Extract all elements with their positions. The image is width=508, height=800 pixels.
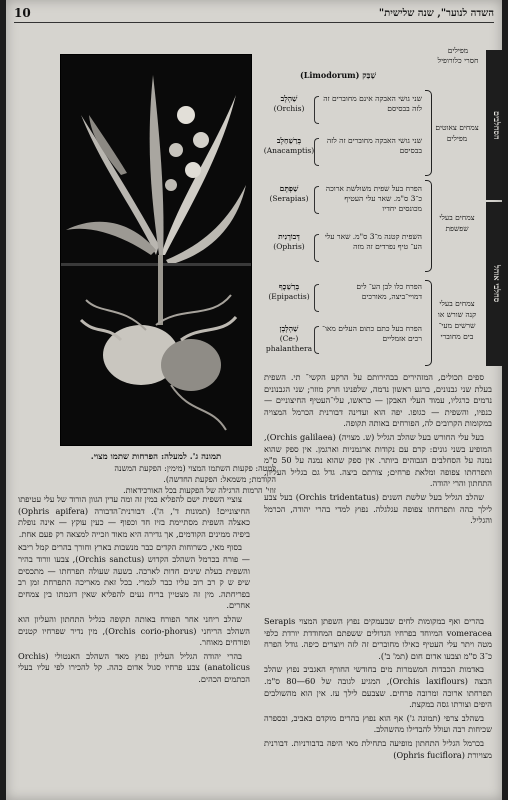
- genus-row: [258, 322, 422, 362]
- genus-latin: (Serapias): [269, 194, 309, 203]
- classification-table: [254, 30, 502, 366]
- group-label: צמחים צאוטים מפילים: [435, 123, 479, 143]
- genus-description: השפית קטנה מ־3 ס"מ. שאר עלי הע־ טיף נפרדים זה מזה: [324, 232, 422, 251]
- genus-description: הפרח כלו לבן הע־ לים דמויי־ביצה, מאורכים: [356, 282, 422, 301]
- paragraph: ספים תכולים, המזהירים בבהירותם על הרקע הקשי־ תי. השפית בעלת שני גבנונים, ברגע ראשון נדמה, שלפנינו חרק מוזר; שני הגבנונים נדמים כרגליו, עמוד העלי האבקן — כראשו, עלי־העטיף החיצוניים — כנפיו, והשפית — כגופו. יפה הוא ועדינה דבורנית הכרמל המצויה במקומות הקרובים לה, הפורחים באותה תקופה.: [264, 372, 492, 429]
- genus-hebrew: שַׁהְלָבָן: [279, 324, 299, 333]
- journal-title: "השדה לנוער", שנה שלישית: [378, 7, 494, 19]
- page-number: 10: [14, 6, 31, 20]
- genus-description: הפרח בעל כתם כתום העלים מאו־ רכים אזמליים: [322, 324, 422, 343]
- genus-row: [258, 134, 422, 170]
- paragraph: צוציי השפית ישם להפליא במין זה ומה עדין הגוון הורוד של עלי עטיפתו החיצוניים! (תמונות ד', ה'). דבורנית־הדבורה (Ophris apifera) כאצלה השפית מסתיימת בזיז חד וכפוף — כעין עוקץ — אינה נופלת ביפיה ממינים הקודמים, אך גדירה היא מאוד וזכייה למצאה רק פעם אחת.: [18, 494, 250, 539]
- top-genus-latin: (Limodorum): [299, 70, 360, 80]
- group-brace: [425, 280, 432, 366]
- paragraph: שהלב הגליל בעל שלשת השנים (Orchis tridentatus) בעל צבע לילך כהה ותפרחתו צפופה עגלגלה. נפוץ למדי בהרי יהודה, הכרמל והגליל.: [264, 491, 492, 526]
- genus-row: [258, 280, 422, 316]
- top-genus-name: שַׁבַּק: [362, 70, 377, 80]
- genus-latin: (Ophris): [273, 242, 305, 251]
- caption-line: למטה: פקעות השתמו המצוי (מימין: הפקעת המשנה: [114, 464, 276, 473]
- document-page: [6, 0, 502, 800]
- genus-latin: (Ce-) phalanthera: [265, 334, 313, 353]
- caption-line: זוזי' הרמות הרגילה של הפקעות בכל האורכידאות.: [123, 486, 276, 495]
- group-label: צמחים בעלי קנה שורש או שרשים מעי־ בים מחוברי: [437, 299, 477, 341]
- genus-row: [258, 92, 422, 128]
- body-text-right-lower: [264, 616, 492, 794]
- paragraph: באדמות הכבדות המשמרות מים בחודשי החורף האגביב נפוץ שהלב הבצה (Orchis laxiflours), המגיע לגובה של 60—80 ס"מ. תפרחתו ארוכה ומרובה פרחים. שצבעם לילך עז. אין הוא מהשולבים היפים וצורתו גסה במקצת.: [264, 664, 492, 710]
- group-brace: [425, 180, 432, 272]
- genus-description: הפרח בעל שפית משולשת ארוכה כ־3 ס"מ. שאר עלי העטיף מכונסים יחדיו: [325, 184, 422, 213]
- genus-hebrew: דְּבוֹרָנִית: [278, 232, 300, 241]
- genus-hebrew: שַׁפְתָּם: [279, 184, 299, 193]
- genus-latin: (Epipactis): [268, 292, 310, 301]
- genus-row: [258, 182, 422, 226]
- column-head-line: מפילים: [447, 46, 469, 55]
- group-label: צמחים בעלי שפשפת: [439, 213, 475, 233]
- table-column-head: [434, 46, 482, 66]
- genus-row: [258, 230, 422, 274]
- body-text-right-upper: [264, 372, 492, 612]
- genus-name: [258, 324, 320, 354]
- paragraph: בהרים ואף במקומות לחים שבעמקים נפוץ השפתן המצוי Serapis vomeracea המיוחד בפרחיו הגדולים ששפתם המחודדת יורדת כלפי מטה ויתר עלי העטיף כאילו מחוברים זה לזה ויוצרים כיפה. גודל הפרח כ־3 ס"מ וצבעו אדום חום (תמ' ב').: [264, 616, 492, 661]
- genus-description: שני גושי האבקה אינם מחוברים זה לזה בבסיסם: [323, 94, 422, 113]
- paragraph: בשהלב צרפי (תמונה ג') אף הוא נפוץ בהרים מוקדם באביב, ובספרה שכיחות רבה ועולל להבדילו מהשהלב.: [264, 712, 492, 735]
- top-genus: [258, 70, 418, 80]
- genus-hebrew: בְּרַשֵׁחַלָב: [276, 136, 302, 145]
- genus-description: שני גושי האבקה מחוברים זה לזה בבסיסם: [326, 136, 422, 155]
- genus-name: [258, 94, 320, 114]
- paragraph: בכרמל הגליל התחתון מופיעה בתחילת מאי היפה בדבורניות. דבורנית מצויורת (Ophris fuciflora): [264, 737, 492, 760]
- orchid-photograph: [60, 54, 252, 446]
- genus-name: [258, 136, 320, 156]
- page-header: [14, 4, 494, 23]
- genus-latin: (Anacamptis): [263, 146, 315, 155]
- genus-hebrew: בְּרַשֵׁכֶף: [278, 282, 300, 291]
- genus-name: [258, 282, 320, 302]
- photo-caption: [36, 452, 276, 496]
- genus-name: [258, 184, 320, 204]
- column-head-line: חסרי כלורופיל: [437, 56, 479, 65]
- genus-latin: (Orchis): [273, 104, 305, 113]
- group-brace: [425, 90, 432, 176]
- paragraph: בהרי יהודה הגליל העליון נפוץ מאד השהלב האנטולי (Orchis anatolicus) צבע פרחיו סגול אדום כהה. קל להכירו לפי עליו בעלי הכתמים הכהים.: [18, 650, 250, 684]
- table-spine-bottom: סחלבי אוהל: [486, 202, 502, 366]
- caption-title: תמונה ג'. למעלה: הפרחות שתמו מצוי.: [90, 452, 222, 462]
- caption-line: הקודמת; משמאל: הפקעת החדשה).: [163, 475, 276, 484]
- paragraph: בעל עלי החורש בעל שהלב הגליל (ש. מצויה) (Orchis galilaea), המופיע בשני גונים: קרם עם נקודות ארגמניות וארגמן. אין ספק שהוא נמנה על הסחלבים הגבוהים ביותר. אין ספק שהוא נמנה על 50 ס"מ ותפרחתו צפופה ומלאת פרחים; צורתם ביצה. גדל גם בגליל העליון, התחתון והרי יהודה.: [264, 431, 492, 489]
- paragraph: בסוף מאי, כשרוחות הקדים כבר מנשבות בארץ וחורך בהרים קמל ריבא — פורח בכרמל השהלב הקדוש (Orchis sanctus), צבעו וורוד בהיר והשפית בעלת שינים חדות לארכה. בשעה שעולה תפרחתו — מתכסים שיפ ש ק רב רוב עליו כבר לגמרי. בכל זאת מאריכה התפרחת זמן רב בפריחתה. מין זה מצטיין בריח נעים להפליא שאין דוגמתו בין צמחים אחרים.: [18, 542, 250, 611]
- paragraph: שהלב ריחני אחר הפורח באותה תקופה בגליל התחתון והעליון הוא השהלב הריחני (Orchis corio-phorus), מין נדיר שפרחיו קטנים ופורחים מאוחר.: [18, 613, 250, 648]
- table-spine-top: הסחלבים: [486, 50, 502, 200]
- body-text-left: [18, 494, 250, 794]
- genus-name: [258, 232, 320, 252]
- genus-hebrew: שַׁהְלָב: [280, 94, 298, 103]
